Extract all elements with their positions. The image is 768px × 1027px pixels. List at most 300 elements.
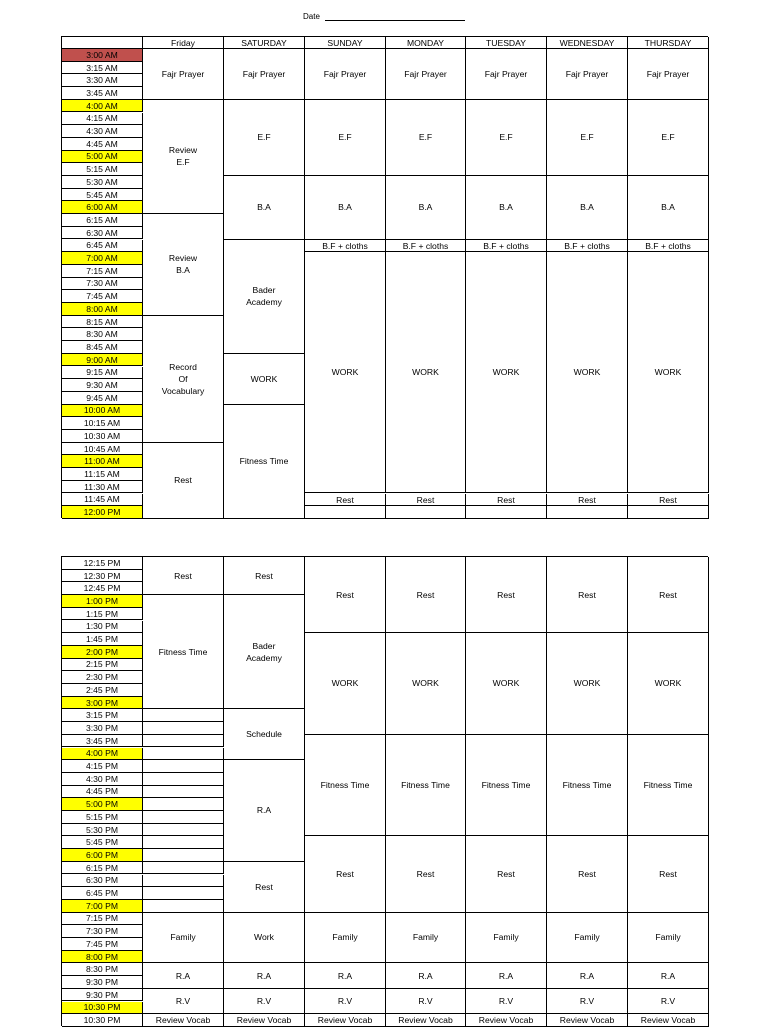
- activity-rest: [466, 557, 547, 633]
- time-slot: 6:30 PM: [62, 875, 143, 888]
- activity-record-of-vocabulary: [143, 316, 224, 443]
- activity-rest: [224, 862, 305, 913]
- time-slot: 3:00 PM: [62, 697, 143, 710]
- activity-label: Family: [493, 932, 519, 943]
- time-slot: 4:15 PM: [62, 760, 143, 773]
- activity-b-a: [224, 176, 305, 240]
- time-slot: 7:30 AM: [62, 278, 143, 291]
- activity-r-v: [305, 989, 386, 1014]
- activity-empty: [143, 849, 224, 862]
- activity-label: WORK: [412, 367, 439, 378]
- activity-work: [224, 913, 305, 964]
- activity-e-f: [386, 100, 466, 176]
- activity-label: R.V: [418, 995, 433, 1006]
- time-slot: 9:45 AM: [62, 392, 143, 405]
- activity-label: B.F + cloths: [322, 240, 368, 251]
- activity-label: Rest: [416, 494, 435, 505]
- activity-label: Rest: [336, 868, 354, 879]
- time-slot: 3:30 PM: [62, 722, 143, 735]
- activity-rest: [386, 557, 466, 633]
- time-slot: 4:00 AM: [62, 100, 143, 113]
- activity-label: E.F: [338, 132, 352, 143]
- activity-empty: [143, 709, 224, 722]
- time-slot: 4:30 AM: [62, 125, 143, 138]
- activity-rest: [628, 557, 709, 633]
- activity-label: WORK: [492, 678, 520, 689]
- activity-label: Review Vocab: [640, 1015, 696, 1026]
- activity-label: R.A: [579, 970, 595, 981]
- time-slot: 6:00 PM: [62, 849, 143, 862]
- activity-label: Fitness Time: [401, 780, 450, 791]
- activity-work: [305, 633, 386, 735]
- activity-empty: [466, 506, 547, 519]
- time-slot: 11:45 AM: [62, 494, 143, 507]
- activity-e-f: [547, 100, 628, 176]
- time-slot: 8:30 PM: [62, 963, 143, 976]
- activity-empty: [628, 506, 709, 519]
- activity-label: Review Vocab: [236, 1015, 292, 1026]
- time-slot: 9:30 AM: [62, 379, 143, 392]
- activity-label: WORK: [573, 678, 601, 689]
- activity-label: Rest: [174, 570, 192, 581]
- header-wednesday: WEDNESDAY: [547, 37, 628, 49]
- time-slot: 6:45 AM: [62, 240, 143, 253]
- activity-work: [386, 633, 466, 735]
- time-slot: 1:00 PM: [62, 595, 143, 608]
- activity-empty: [143, 900, 224, 913]
- time-slot: 5:00 PM: [62, 798, 143, 811]
- activity-e-f: [305, 100, 386, 176]
- activity-label: Rest: [578, 589, 596, 600]
- date-blank-field[interactable]: [325, 12, 465, 21]
- activity-rest: [386, 836, 466, 912]
- time-slot: 2:30 PM: [62, 671, 143, 684]
- activity-review-vocab: [628, 1014, 709, 1027]
- activity-label: Rest: [336, 494, 354, 505]
- activity-work: [466, 633, 547, 735]
- activity-label: Work: [254, 932, 274, 943]
- activity-b-f-cloths: [628, 240, 709, 253]
- activity-fajr-prayer: [466, 49, 547, 100]
- time-slot: 1:45 PM: [62, 633, 143, 646]
- activity-empty: [143, 887, 224, 900]
- activity-label: R.A: [256, 970, 272, 981]
- activity-empty: [143, 760, 224, 773]
- time-slot: 4:15 AM: [62, 113, 143, 126]
- schedule-table-pm: [61, 556, 708, 1026]
- activity-review-vocab: [466, 1014, 547, 1027]
- activity-label: Fitness Time: [562, 780, 612, 791]
- activity-schedule: [224, 709, 305, 760]
- activity-empty: [143, 836, 224, 849]
- activity-label: WORK: [250, 373, 278, 384]
- activity-empty: [305, 506, 386, 519]
- activity-fajr-prayer: [547, 49, 628, 100]
- activity-e-f: [628, 100, 709, 176]
- activity-label: Review Vocab: [155, 1015, 211, 1026]
- activity-empty: [143, 722, 224, 735]
- activity-label: Schedule: [246, 729, 282, 740]
- activity-label: B.A: [257, 202, 271, 213]
- time-slot: 7:00 AM: [62, 252, 143, 265]
- activity-work: [305, 252, 386, 493]
- activity-label: B.A: [338, 202, 352, 213]
- activity-bader-academy: [224, 595, 305, 709]
- activity-family: [305, 913, 386, 964]
- activity-label: Fajr Prayer: [565, 68, 609, 79]
- activity-fajr-prayer: [305, 49, 386, 100]
- time-slot: 6:45 PM: [62, 887, 143, 900]
- activity-label: Review Vocab: [478, 1015, 534, 1026]
- activity-r-a: [224, 963, 305, 988]
- activity-work: [386, 252, 466, 493]
- time-slot: 4:00 PM: [62, 748, 143, 761]
- activity-fitness-time: [547, 735, 628, 837]
- activity-work: [628, 252, 709, 493]
- activity-family: [628, 913, 709, 964]
- time-slot: 12:30 PM: [62, 570, 143, 583]
- activity-label: R.A: [498, 970, 514, 981]
- activity-label: R.V: [256, 995, 272, 1006]
- time-slot: 7:30 PM: [62, 925, 143, 938]
- activity-rest: [547, 557, 628, 633]
- date-label: Date: [303, 12, 320, 21]
- activity-label: Family: [412, 932, 439, 943]
- activity-r-v: [466, 989, 547, 1014]
- activity-empty: [143, 875, 224, 888]
- activity-family: [547, 913, 628, 964]
- header-friday: Friday: [143, 37, 224, 49]
- activity-label: Fitness Time: [239, 456, 289, 467]
- activity-fajr-prayer: [224, 49, 305, 100]
- activity-label: Fitness Time: [481, 780, 531, 791]
- activity-label: B.F + cloths: [645, 240, 691, 251]
- activity-family: [143, 913, 224, 964]
- activity-label: Bader Academy: [246, 285, 282, 308]
- time-slot: 2:45 PM: [62, 684, 143, 697]
- time-slot: 12:15 PM: [62, 557, 143, 570]
- activity-fitness-time: [143, 595, 224, 709]
- time-slot: 5:15 PM: [62, 811, 143, 824]
- activity-rest: [143, 443, 224, 519]
- time-slot: 5:15 AM: [62, 163, 143, 176]
- activity-review-vocab: [224, 1014, 305, 1027]
- activity-label: WORK: [654, 367, 682, 378]
- activity-b-f-cloths: [466, 240, 547, 253]
- activity-rest: [466, 836, 547, 912]
- activity-label: R.A: [256, 805, 272, 816]
- activity-label: Fajr Prayer: [484, 68, 528, 79]
- activity-r-a: [305, 963, 386, 988]
- activity-review-vocab: [386, 1014, 466, 1027]
- activity-r-a: [466, 963, 547, 988]
- activity-label: WORK: [331, 367, 359, 378]
- activity-fajr-prayer: [386, 49, 466, 100]
- activity-label: Review Vocab: [398, 1015, 453, 1026]
- activity-work: [547, 633, 628, 735]
- time-slot: 8:45 AM: [62, 341, 143, 354]
- activity-empty: [143, 824, 224, 837]
- activity-empty: [547, 506, 628, 519]
- activity-label: Review B.A: [168, 253, 198, 276]
- activity-work: [547, 252, 628, 493]
- activity-r-a: [547, 963, 628, 988]
- activity-label: Fajr Prayer: [323, 68, 367, 79]
- activity-rest: [628, 494, 709, 507]
- activity-label: Fajr Prayer: [161, 68, 205, 79]
- activity-review-vocab: [305, 1014, 386, 1027]
- activity-label: B.A: [418, 202, 433, 213]
- time-slot: 3:45 PM: [62, 735, 143, 748]
- time-slot: 5:30 AM: [62, 176, 143, 189]
- time-slot: 7:45 AM: [62, 290, 143, 303]
- time-slot: 12:00 PM: [62, 506, 143, 519]
- activity-label: Fitness Time: [158, 646, 208, 657]
- activity-rest: [547, 836, 628, 912]
- activity-r-a: [224, 760, 305, 862]
- activity-rest: [386, 494, 466, 507]
- activity-r-v: [224, 989, 305, 1014]
- activity-label: Fitness Time: [320, 780, 370, 791]
- activity-fitness-time: [386, 735, 466, 837]
- time-slot: 7:00 PM: [62, 900, 143, 913]
- activity-b-a: [466, 176, 547, 240]
- activity-label: Fajr Prayer: [242, 68, 286, 79]
- activity-label: Rest: [497, 494, 515, 505]
- activity-label: Review Vocab: [317, 1015, 373, 1026]
- activity-fitness-time: [466, 735, 547, 837]
- activity-e-f: [466, 100, 547, 176]
- activity-label: B.A: [499, 202, 513, 213]
- activity-r-a: [143, 963, 224, 988]
- activity-label: R.V: [660, 995, 676, 1006]
- activity-review-b-a: [143, 214, 224, 316]
- activity-label: R.A: [337, 970, 353, 981]
- header-sunday: SUNDAY: [305, 37, 386, 49]
- time-slot: 6:15 AM: [62, 214, 143, 227]
- activity-label: Family: [332, 932, 358, 943]
- activity-work: [466, 252, 547, 493]
- activity-label: R.V: [175, 995, 191, 1006]
- activity-rest: [143, 557, 224, 595]
- activity-review-e-f: [143, 100, 224, 214]
- activity-rest: [224, 557, 305, 595]
- activity-label: WORK: [412, 678, 439, 689]
- time-slot: 10:00 AM: [62, 405, 143, 418]
- activity-r-a: [628, 963, 709, 988]
- activity-label: Bader Academy: [246, 640, 282, 663]
- activity-label: WORK: [492, 367, 520, 378]
- time-slot: 6:30 AM: [62, 227, 143, 240]
- activity-rest: [547, 494, 628, 507]
- time-slot: 5:30 PM: [62, 824, 143, 837]
- activity-label: WORK: [654, 678, 682, 689]
- time-slot: 7:45 PM: [62, 938, 143, 951]
- activity-b-f-cloths: [547, 240, 628, 253]
- activity-label: R.A: [175, 970, 191, 981]
- activity-label: WORK: [573, 367, 601, 378]
- activity-label: E.F: [580, 132, 594, 143]
- activity-b-f-cloths: [386, 240, 466, 253]
- time-slot: 8:00 AM: [62, 303, 143, 316]
- time-slot: 1:15 PM: [62, 608, 143, 621]
- activity-label: R.A: [418, 970, 433, 981]
- activity-label: Family: [655, 932, 681, 943]
- activity-fajr-prayer: [143, 49, 224, 100]
- activity-rest: [305, 557, 386, 633]
- time-slot: 5:45 AM: [62, 189, 143, 202]
- time-slot: 3:00 AM: [62, 49, 143, 62]
- activity-work: [224, 354, 305, 405]
- time-slot: 4:45 PM: [62, 786, 143, 799]
- activity-rest: [628, 836, 709, 912]
- time-slot: 8:15 AM: [62, 316, 143, 329]
- activity-label: Review E.F: [168, 145, 198, 168]
- activity-empty: [143, 748, 224, 761]
- activity-label: Rest: [659, 494, 677, 505]
- activity-fitness-time: [305, 735, 386, 837]
- activity-label: R.V: [579, 995, 595, 1006]
- activity-empty: [143, 786, 224, 799]
- activity-fitness-time: [628, 735, 709, 837]
- activity-rest: [305, 836, 386, 912]
- activity-label: R.V: [498, 995, 514, 1006]
- time-slot: 2:15 PM: [62, 659, 143, 672]
- time-slot: 5:00 AM: [62, 151, 143, 164]
- activity-label: B.A: [580, 202, 594, 213]
- time-slot: 4:45 AM: [62, 138, 143, 151]
- activity-label: E.F: [257, 132, 271, 143]
- time-slot: 9:30 PM: [62, 989, 143, 1002]
- activity-empty: [143, 811, 224, 824]
- activity-b-a: [386, 176, 466, 240]
- header-saturday: SATURDAY: [224, 37, 305, 49]
- activity-family: [386, 913, 466, 964]
- activity-work: [628, 633, 709, 735]
- activity-label: Rest: [578, 868, 596, 879]
- schedule-table-am: [61, 36, 708, 518]
- time-slot: 7:15 PM: [62, 913, 143, 926]
- activity-empty: [143, 735, 224, 748]
- date-line: [303, 12, 465, 21]
- activity-review-vocab: [547, 1014, 628, 1027]
- time-slot: 12:45 PM: [62, 582, 143, 595]
- activity-label: E.F: [661, 132, 675, 143]
- activity-r-v: [628, 989, 709, 1014]
- activity-e-f: [224, 100, 305, 176]
- time-slot: 1:30 PM: [62, 621, 143, 634]
- activity-label: R.V: [337, 995, 353, 1006]
- activity-label: B.F + cloths: [564, 240, 610, 251]
- activity-label: Rest: [659, 589, 677, 600]
- activity-b-f-cloths: [305, 240, 386, 253]
- time-slot: 8:30 AM: [62, 328, 143, 341]
- time-slot: 10:15 AM: [62, 417, 143, 430]
- activity-label: B.F + cloths: [483, 240, 529, 251]
- activity-rest: [466, 494, 547, 507]
- activity-r-v: [547, 989, 628, 1014]
- time-slot: 10:30 AM: [62, 430, 143, 443]
- activity-label: B.F + cloths: [402, 240, 449, 251]
- header-thursday: THURSDAY: [628, 37, 709, 49]
- activity-b-a: [547, 176, 628, 240]
- activity-empty: [143, 798, 224, 811]
- activity-label: Record Of Vocabulary: [161, 361, 205, 396]
- activity-bader-academy: [224, 240, 305, 354]
- activity-r-a: [386, 963, 466, 988]
- time-slot: 6:15 PM: [62, 862, 143, 875]
- time-slot: 10:30 PM: [62, 1002, 143, 1015]
- activity-label: Rest: [659, 868, 677, 879]
- activity-fitness-time: [224, 405, 305, 519]
- time-slot: 11:15 AM: [62, 468, 143, 481]
- time-slot: 3:30 AM: [62, 74, 143, 87]
- activity-label: R.A: [660, 970, 676, 981]
- time-slot: 9:00 AM: [62, 354, 143, 367]
- activity-label: Fajr Prayer: [646, 68, 690, 79]
- time-slot: 6:00 AM: [62, 201, 143, 214]
- activity-label: Review Vocab: [559, 1015, 615, 1026]
- activity-label: E.F: [418, 132, 433, 143]
- activity-empty: [386, 506, 466, 519]
- time-slot: 3:15 AM: [62, 62, 143, 75]
- activity-fajr-prayer: [628, 49, 709, 100]
- time-slot: 10:30 PM: [62, 1014, 143, 1027]
- activity-label: Rest: [416, 868, 435, 879]
- activity-r-v: [386, 989, 466, 1014]
- time-slot: 11:30 AM: [62, 481, 143, 494]
- activity-label: E.F: [499, 132, 513, 143]
- activity-review-vocab: [143, 1014, 224, 1027]
- activity-empty: [143, 862, 224, 875]
- activity-label: B.A: [661, 202, 675, 213]
- activity-label: Fajr Prayer: [404, 68, 447, 79]
- time-slot: 3:15 PM: [62, 709, 143, 722]
- activity-rest: [305, 494, 386, 507]
- activity-label: Rest: [578, 494, 596, 505]
- time-slot: 4:30 PM: [62, 773, 143, 786]
- time-slot: 10:45 AM: [62, 443, 143, 456]
- time-slot: 2:00 PM: [62, 646, 143, 659]
- time-slot: 8:00 PM: [62, 951, 143, 964]
- header-tuesday: TUESDAY: [466, 37, 547, 49]
- activity-label: Family: [170, 932, 196, 943]
- time-slot: 5:45 PM: [62, 836, 143, 849]
- time-slot: 3:45 AM: [62, 87, 143, 100]
- activity-label: Rest: [416, 589, 435, 600]
- activity-label: Fitness Time: [643, 780, 693, 791]
- header-time-blank: [62, 37, 143, 49]
- activity-b-a: [628, 176, 709, 240]
- activity-empty: [143, 773, 224, 786]
- activity-label: Rest: [255, 570, 273, 581]
- header-monday: MONDAY: [386, 37, 466, 49]
- activity-label: Rest: [497, 589, 515, 600]
- time-slot: 9:30 PM: [62, 976, 143, 989]
- activity-label: WORK: [331, 678, 359, 689]
- activity-label: Rest: [497, 868, 515, 879]
- time-slot: 7:15 AM: [62, 265, 143, 278]
- activity-label: Family: [574, 932, 600, 943]
- activity-label: Rest: [255, 881, 273, 892]
- activity-b-a: [305, 176, 386, 240]
- time-slot: 9:15 AM: [62, 367, 143, 380]
- time-slot: 11:00 AM: [62, 455, 143, 468]
- activity-r-v: [143, 989, 224, 1014]
- activity-label: Rest: [336, 589, 354, 600]
- activity-label: Rest: [174, 475, 192, 486]
- activity-family: [466, 913, 547, 964]
